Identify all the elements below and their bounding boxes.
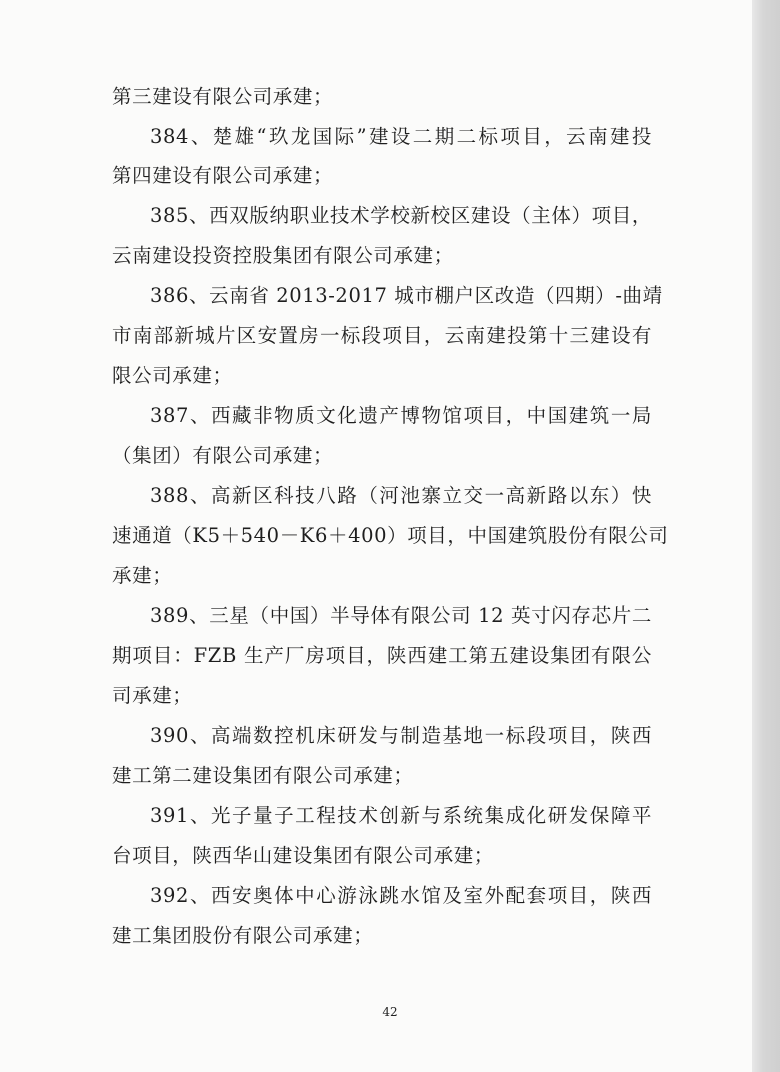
text-line: 承建；: [112, 564, 173, 587]
text-line: 387、西藏非物质文化遗产博物馆项目，中国建筑一局: [150, 404, 652, 427]
text-line: 385、西双版纳职业技术学校新校区建设（主体）项目，: [150, 204, 652, 227]
text-line: 384、楚雄“玖龙国际”建设二期二标项目，云南建投: [150, 125, 652, 148]
text-line: 限公司承建；: [112, 364, 233, 387]
text-line: 云南建设投资控股集团有限公司承建；: [112, 244, 454, 267]
text-line: 台项目，陕西华山建设集团有限公司承建；: [112, 844, 494, 867]
text-line: （集团）有限公司承建；: [112, 444, 334, 467]
text-line: 392、西安奥体中心游泳跳水馆及室外配套项目，陕西: [150, 884, 652, 907]
text-line: 速通道（K5＋540－K6＋400）项目，中国建筑股份有限公司: [112, 524, 669, 547]
text-line: 386、云南省 2013-2017 城市棚户区改造（四期）-曲靖: [150, 284, 663, 307]
text-line: 390、高端数控机床研发与制造基地一标段项目，陕西: [150, 724, 652, 747]
text-line: 第三建设有限公司承建；: [112, 85, 334, 108]
text-line: 第四建设有限公司承建；: [112, 164, 334, 187]
text-line: 建工集团股份有限公司承建；: [112, 924, 374, 947]
text-line: 391、光子量子工程技术创新与系统集成化研发保障平: [150, 804, 652, 827]
text-line: 司承建；: [112, 684, 193, 707]
scan-edge-shadow: [752, 0, 780, 1072]
text-line: 388、高新区科技八路（河池寨立交一高新路以东）快: [150, 484, 652, 507]
page-number: 42: [382, 1005, 398, 1019]
text-line: 市南部新城片区安置房一标段项目，云南建投第十三建设有: [112, 324, 652, 347]
text-line: 期项目：FZB 生产厂房项目，陕西建工第五建设集团有限公: [112, 644, 652, 667]
text-line: 389、三星（中国）半导体有限公司 12 英寸闪存芯片二: [150, 604, 652, 627]
text-line: 建工第二建设集团有限公司承建；: [112, 764, 414, 787]
